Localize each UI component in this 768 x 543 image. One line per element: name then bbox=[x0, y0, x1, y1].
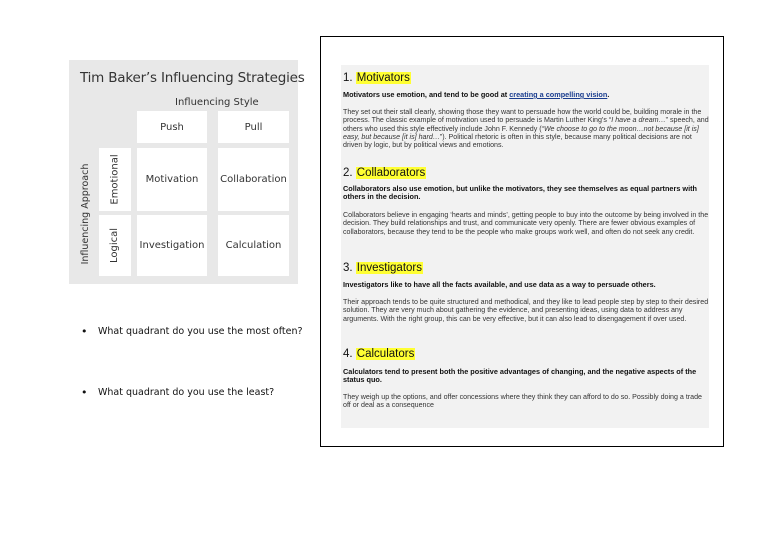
quadrant-motivation: Motivation bbox=[137, 148, 207, 211]
matrix-title: Tim Baker’s Influencing Strategies bbox=[80, 70, 305, 86]
compelling-vision-link[interactable]: creating a compelling vision bbox=[509, 90, 608, 99]
col-header-pull: Pull bbox=[218, 111, 289, 143]
influencing-style-label: Influencing Style bbox=[175, 97, 259, 108]
quadrant-investigation: Investigation bbox=[137, 215, 207, 276]
section-body-calculators: They weigh up the options, and offer concessions where they think they can afford to do so. Possibly doing a trade off or deal as a consequence bbox=[343, 393, 702, 410]
influencing-approach-label: Influencing Approach bbox=[80, 163, 91, 265]
section-lead-motivators: Motivators use emotion, and tend to be good at creating a compelling vision. bbox=[343, 90, 610, 99]
quadrant-calculation: Calculation bbox=[218, 215, 289, 276]
influencing-strategies-matrix bbox=[69, 60, 305, 284]
section-body-collaborators: Collaborators believe in engaging ‘hearts and minds’, getting people to buy into the outcome by being involved in the decision. They build relationships and trust, and communicate very openly. There are fewer obvious examples of collaborators, because they tend to be the people who make groups work well, and often do not seek any credit. bbox=[343, 211, 709, 236]
section-heading-motivators: 1. Motivators bbox=[343, 72, 410, 84]
section-body-investigators: Their approach tends to be quite structured and methodical, and they like to lead people step by step to their desired solution. They are very much about gathering the evidence, and presenting ideas, using data to address any arguments. With the right group, this can be very effective, but it can also lead to disengagement if over used. bbox=[343, 298, 709, 323]
section-lead-collaborators: Collaborators also use emotion, but unlike the motivators, they see themselves as equal partners with others in the decision. bbox=[343, 184, 697, 202]
section-body-motivators: They set out their stall clearly, showing those they want to persuade how the world could be, building morale in the process. The classic example of motivation used to persuade is Martin Luther King’s “I have a dream…” speech, and others who used this style effectively include John F. Kennedy (“We choose to go to the moon…not because [it is] easy, but because [it is] hard…”). Political rhetoric is often in this style, because many political decisions are not driven by logic, but by political views and emotions. bbox=[343, 108, 709, 150]
row-header-logical: Logical bbox=[99, 215, 131, 276]
section-heading-calculators: 4. Calculators bbox=[343, 348, 415, 360]
question-least: • What quadrant do you use the least? bbox=[82, 387, 274, 398]
section-lead-investigators: Investigators like to have all the facts available, and use data as a way to persuade others. bbox=[343, 280, 656, 289]
section-heading-investigators: 3. Investigators bbox=[343, 262, 422, 274]
col-header-push: Push bbox=[137, 111, 207, 143]
question-most-often: • What quadrant do you use the most often? bbox=[82, 326, 303, 337]
section-lead-calculators: Calculators tend to present both the positive advantages of changing, and the negative aspects of the status quo. bbox=[343, 367, 697, 385]
strategies-document-frame bbox=[320, 36, 724, 447]
quadrant-collaboration: Collaboration bbox=[218, 148, 289, 211]
strategies-content bbox=[341, 65, 709, 428]
row-header-emotional: Emotional bbox=[99, 148, 131, 211]
section-heading-collaborators: 2. Collaborators bbox=[343, 167, 426, 179]
